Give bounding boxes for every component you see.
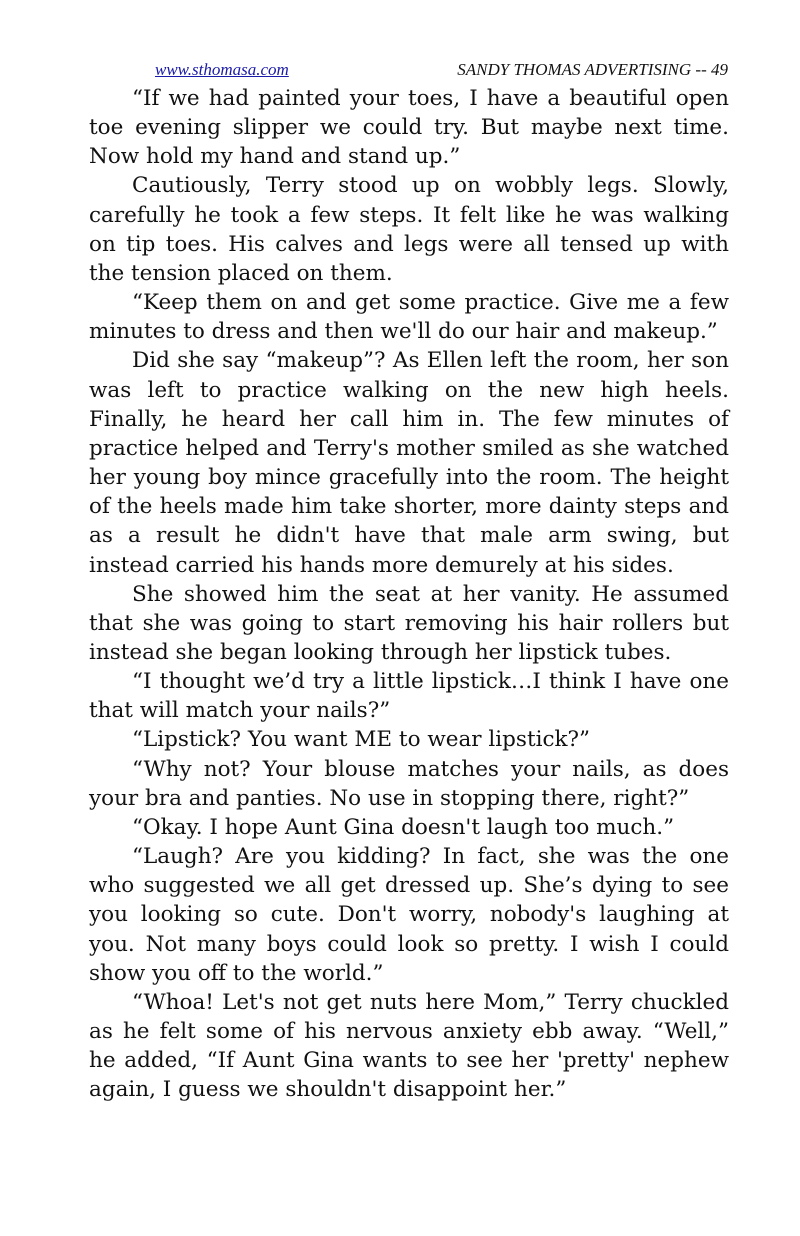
- paragraph: “Laugh? Are you kidding? In fact, she was the one who suggested we all get dressed up. She’s dying to see you looking so cute. Don't worry, nobody's laughing at you. Not many boys could look so pretty. I wish I could show you off to the world.”: [89, 844, 729, 986]
- paragraph: Cautiously, Terry stood up on wobbly legs. Slowly, carefully he took a few steps. It felt like he was walking on tip toes. His calves and legs were all tensed up with the tension placed on them.: [89, 173, 729, 286]
- running-head: SANDY THOMAS ADVERTISING -- 49: [457, 60, 728, 79]
- paragraph: “Why not? Your blouse matches your nails, as does your bra and panties. No use in stopping there, right?”: [89, 756, 729, 811]
- page-body-text: [89, 84, 729, 1104]
- paragraph: “I thought we’d try a little lipstick…I think I have one that will match your nails?”: [89, 669, 729, 724]
- paragraph: “Keep them on and get some practice. Give me a few minutes to dress and then we'll do our hair and makeup.”: [89, 290, 729, 345]
- page-header: [155, 60, 728, 82]
- paragraph: “Whoa! Let's not get nuts here Mom,” Terry chuckled as he felt some of his nervous anxiety ebb away. “Well,” he added, “If Aunt Gina wants to see her 'pretty' nephew again, I guess we shouldn't disappoint her.”: [89, 989, 729, 1103]
- paragraph: Did she say “makeup”? As Ellen left the room, her son was left to practice walking on the new high heels. Finally, he heard her call him in. The few minutes of practice helped and Terry's mother smiled as she watched her young boy mince gracefully into the room. The height of the heels made him take shorter, more dainty steps and as a result he didn't have that male arm swing, but instead carried his hands more demurely at his sides.: [89, 348, 729, 578]
- website-link[interactable]: www.sthomasa.com: [155, 60, 289, 79]
- paragraph: She showed him the seat at her vanity. He assumed that she was going to start removing his hair rollers but instead she began looking through her lipstick tubes.: [89, 581, 729, 665]
- paragraph: “Lipstick? You want ME to wear lipstick?”: [132, 727, 591, 753]
- paragraph: “If we had painted your toes, I have a beautiful open toe evening slipper we could try. But maybe next time. Now hold my hand and stand up.”: [89, 86, 729, 170]
- paragraph: “Okay. I hope Aunt Gina doesn't laugh too much.”: [132, 814, 675, 840]
